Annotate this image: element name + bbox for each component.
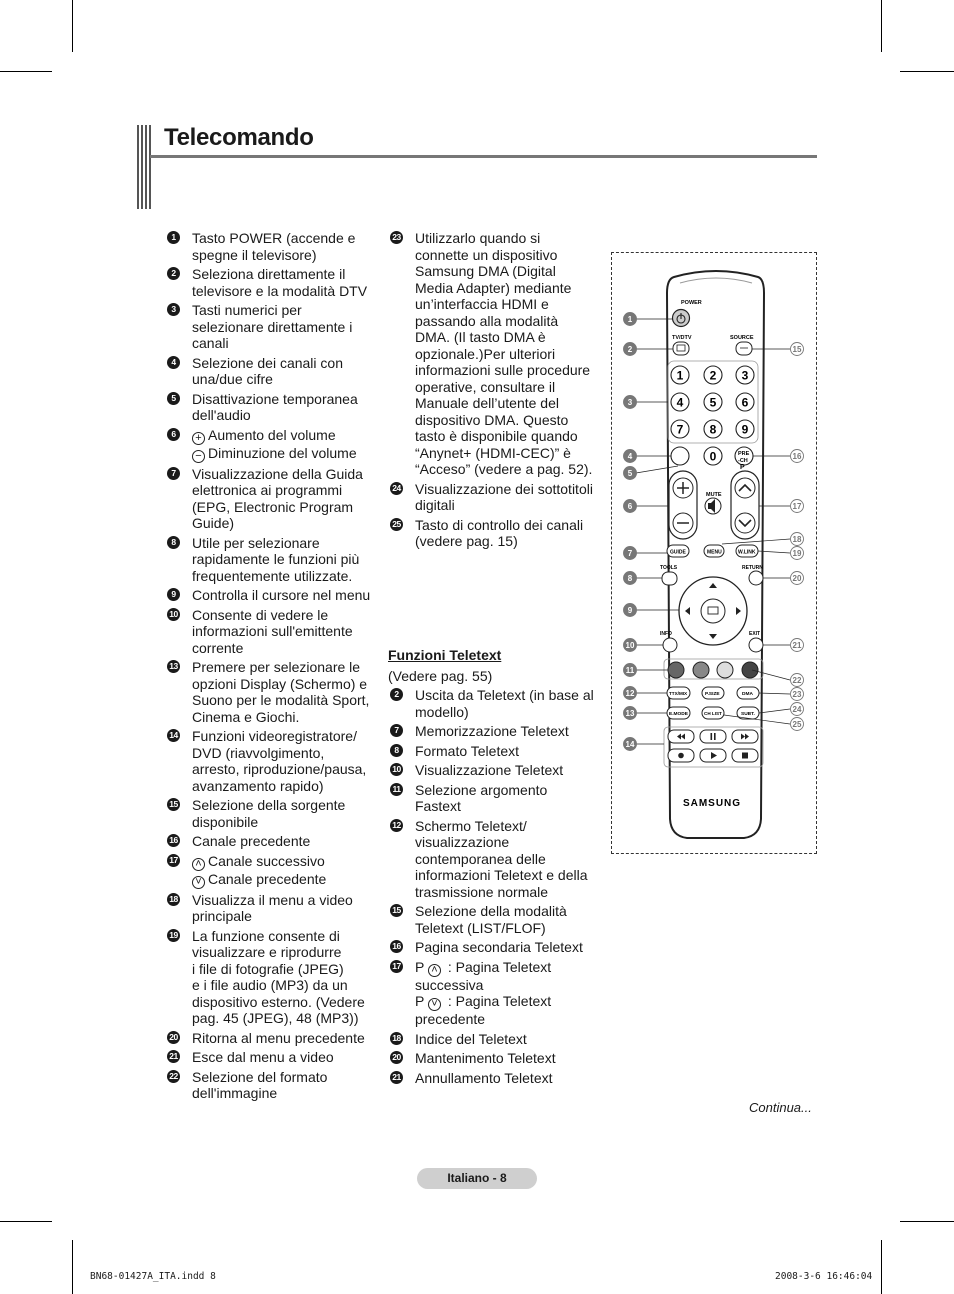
crop-mark: [0, 71, 52, 72]
item-text: (EPG, Electronic Program: [192, 498, 354, 515]
list-item: [165, 535, 380, 585]
info-label: INFO: [660, 631, 672, 637]
item-text: visualizzare e riprodurre: [192, 944, 342, 960]
page-up-icon: ˄: [428, 964, 441, 977]
callout-number: 22: [792, 676, 802, 685]
teletext-section: [388, 647, 608, 1089]
item-text: La funzione consente di: [192, 927, 340, 944]
item-text: Pagina secondaria Teletext: [415, 939, 583, 955]
list-item: [165, 466, 380, 532]
digit-label: 0: [709, 449, 717, 464]
yellow-key: [717, 662, 733, 678]
brand-logo: SAMSUNG: [682, 798, 742, 809]
title-rule: [150, 155, 817, 158]
list-item: [388, 762, 608, 779]
item-text: corrente: [192, 639, 244, 656]
item-text: visualizzazione: [415, 834, 510, 850]
callout-number: 15: [792, 345, 802, 354]
item-text: Selezione del formato: [192, 1068, 328, 1085]
item-text: DMA. (Il tasto DMA è: [415, 329, 546, 345]
list-item: [388, 939, 608, 956]
item-text: Utilizzarlo quando si: [415, 230, 541, 246]
volume-down-icon: −: [192, 450, 205, 463]
source-label: SOURCE: [730, 335, 754, 341]
item-number-badge: 8: [390, 744, 403, 757]
pre-label: PRE: [738, 451, 750, 457]
item-text: Uscita da Teletext (in base al: [415, 687, 594, 703]
item-text: P ˅ : Pagina Teletext: [415, 993, 552, 1010]
item-text: passando alla modalità: [415, 312, 559, 329]
list-item: [165, 1030, 380, 1047]
item-text: trasmissione normale: [415, 883, 549, 900]
p-label: P: [740, 464, 745, 471]
callout-number: 8: [627, 574, 633, 583]
wlink-label: W.LINK: [738, 549, 756, 556]
left-list: [165, 230, 380, 1102]
list-item: [165, 853, 380, 889]
guide-label: GUIDE: [670, 549, 686, 556]
item-number-badge: 24: [390, 482, 403, 495]
mute-label: MUTE: [706, 492, 722, 498]
digit-label: 8: [709, 422, 717, 437]
item-text: Samsung DMA (Digital: [415, 263, 556, 279]
exit-label: EXIT: [749, 631, 761, 637]
item-number-badge: 22: [167, 1070, 180, 1083]
item-text: disponibile: [192, 813, 259, 830]
item-text: connette un dispositivo: [415, 246, 558, 263]
list-item: [165, 1049, 380, 1066]
return-button: [749, 571, 763, 585]
item-text: e i file audio (MP3) da un: [192, 977, 348, 993]
item-text: opzioni Display (Schermo) e: [192, 675, 368, 692]
item-text: Esce dal menu a video: [192, 1049, 334, 1065]
item-number-badge: 3: [167, 303, 180, 316]
title-decoration: [137, 125, 151, 209]
ttx-label: TTX/MIX: [669, 691, 688, 696]
list-item: [388, 687, 608, 720]
item-text: Disattivazione temporanea: [192, 390, 358, 407]
crop-mark: [0, 1221, 52, 1222]
item-number-badge: 16: [167, 834, 180, 847]
item-text: modello): [415, 703, 469, 720]
item-number-badge: 18: [390, 1032, 403, 1045]
item-text: canali: [192, 335, 229, 351]
callout-number: 3: [627, 398, 633, 407]
dma-label: DMA: [742, 692, 753, 697]
item-text: televisore e la modalità DTV: [192, 282, 368, 299]
item-text: contemporanea delle: [415, 850, 546, 867]
info-button: [663, 638, 677, 652]
list-item: [388, 818, 608, 901]
item-number-badge: 15: [390, 904, 403, 917]
callout-number: 13: [625, 709, 635, 718]
list-item: [388, 517, 608, 550]
item-number-badge: 20: [167, 1031, 180, 1044]
power-label: POWER: [681, 300, 702, 306]
item-text: rapidamente le funzioni più: [192, 551, 360, 567]
item-text: spegne il televisore): [192, 246, 317, 263]
channel-up-icon: ˄: [192, 858, 205, 871]
list-item: [165, 587, 380, 604]
list-item: [165, 659, 380, 725]
list-item: [165, 230, 380, 263]
page-title: Telecomando: [164, 124, 314, 151]
list-item: [165, 355, 380, 388]
list-item: [388, 481, 608, 514]
item-number-badge: 7: [167, 467, 180, 480]
callout-number: 19: [792, 549, 802, 558]
item-text: Ritorna al menu precedente: [192, 1029, 365, 1046]
item-text: digitali: [415, 497, 455, 513]
callout-number: 5: [627, 469, 633, 478]
item-text: selezionare direttamente i: [192, 318, 353, 335]
source-button: [736, 342, 752, 355]
item-text: “Acceso” (vedere a pag. 52).: [415, 461, 593, 477]
item-number-badge: 25: [390, 518, 403, 531]
list-item: [388, 230, 608, 478]
digit-label: 2: [709, 368, 717, 383]
dash-button: [671, 447, 689, 465]
item-text: + Aumento del volume: [192, 427, 380, 445]
item-text: i file di fotografie (JPEG): [192, 960, 344, 977]
item-number-badge: 13: [167, 660, 180, 673]
item-text: Visualizzazione Teletext: [415, 762, 564, 778]
callout-number: 10: [625, 641, 635, 650]
item-text: Formato Teletext: [415, 742, 520, 759]
crop-mark: [881, 1240, 882, 1294]
item-number-badge: 4: [167, 356, 180, 369]
list-item: [165, 302, 380, 352]
continua-text: Continua...: [749, 1100, 812, 1115]
item-number-badge: 11: [390, 783, 403, 796]
emode-label: E.MODE: [669, 712, 688, 717]
crop-mark: [881, 0, 882, 52]
item-text: precedente: [415, 1011, 486, 1027]
item-text: frequentemente utilizzate.: [192, 567, 353, 584]
crop-mark: [900, 71, 954, 72]
item-text: ˄ Canale successivo: [192, 853, 380, 871]
page-number-pill: Italiano - 8: [417, 1168, 537, 1189]
list-item: [165, 607, 380, 657]
psize-label: P.SIZE: [705, 692, 720, 697]
digit-label: 4: [676, 395, 684, 410]
crop-mark: [72, 1240, 73, 1294]
item-number-badge: 8: [167, 536, 180, 549]
callout-number: 17: [792, 502, 802, 511]
item-text: Selezione della modalità: [415, 903, 567, 919]
item-number-badge: 10: [390, 763, 403, 776]
item-text: Consente di vedere le: [192, 606, 329, 623]
item-number-badge: 12: [390, 819, 403, 832]
item-number-badge: 9: [167, 588, 180, 601]
item-text: Fastext: [415, 798, 461, 814]
blue-key: [742, 662, 758, 678]
callout-number: 4: [627, 452, 633, 461]
list-item: [388, 723, 608, 740]
item-number-badge: 17: [390, 960, 403, 973]
item-number-badge: 7: [390, 724, 403, 737]
item-number-badge: 2: [390, 688, 403, 701]
subt-label: SUBT.: [741, 712, 755, 717]
ch-label: -CH: [738, 458, 748, 464]
item-text: Funzioni videoregistratore/: [192, 728, 357, 744]
footer-file: BN68-01427A_ITA.indd 8: [90, 1271, 216, 1282]
item-text: Tasto POWER (accende e: [192, 230, 356, 246]
item-text: Memorizzazione Teletext: [415, 723, 569, 739]
item-text: elettronica ai programmi: [192, 482, 343, 498]
item-text: Mantenimento Teletext: [415, 1050, 556, 1066]
item-text: ˅ Canale precedente: [192, 871, 380, 889]
item-text: operative, consultare il: [415, 378, 556, 395]
tvdtv-button: [673, 342, 689, 355]
item-text: informazioni sull'emittente: [192, 623, 353, 639]
item-number-badge: 19: [167, 929, 180, 942]
middle-column: [388, 230, 608, 553]
item-text: avanzamento rapido): [192, 777, 324, 794]
item-text: Manuale dell’utente del: [415, 395, 559, 411]
item-text: Indice del Teletext: [415, 1030, 527, 1047]
item-number-badge: 21: [390, 1071, 403, 1084]
item-text: Visualizza il menu a video: [192, 891, 353, 908]
item-text: Controlla il cursore nel menu: [192, 587, 371, 603]
red-key: [668, 662, 684, 678]
chlist-label: CH LIST: [704, 711, 722, 716]
list-item: [165, 728, 380, 794]
green-key: [693, 662, 709, 678]
remote-figure: [611, 252, 817, 854]
callout-number: 12: [625, 689, 635, 698]
item-text: informazioni Teletext e della: [415, 867, 588, 883]
item-number-badge: 17: [167, 854, 180, 867]
list-item: [165, 391, 380, 424]
digit-label: 3: [741, 368, 749, 383]
list-item: [388, 1070, 608, 1087]
digit-label: 1: [676, 368, 684, 383]
item-text: dell'immagine: [192, 1085, 278, 1101]
item-text: Guide): [192, 515, 235, 531]
list-item: [165, 797, 380, 830]
item-text: Selezione argomento: [415, 781, 548, 798]
tools-button: [662, 572, 677, 585]
item-text: (vedere pag. 15): [415, 533, 518, 549]
item-number-badge: 6: [167, 428, 180, 441]
item-text: informazioni sulle procedure: [415, 362, 591, 378]
item-text: Media Adapter) mediante: [415, 279, 572, 296]
item-number-badge: 23: [390, 231, 403, 244]
tools-label: TOOLS: [660, 565, 678, 571]
callout-number: 21: [792, 641, 802, 650]
callout-number: 6: [627, 502, 633, 511]
item-text: Selezione della sorgente: [192, 797, 346, 813]
callout-number: 24: [792, 705, 802, 714]
item-text: principale: [192, 908, 252, 924]
digit-label: 9: [741, 422, 749, 437]
digit-label: 7: [676, 422, 684, 437]
item-text: dispositivo esterno. (Vedere: [192, 993, 365, 1010]
list-item: [388, 1050, 608, 1067]
item-number-badge: 1: [167, 231, 180, 244]
item-text: Visualizzazione dei sottotitoli: [415, 480, 593, 497]
item-number-badge: 18: [167, 893, 180, 906]
item-number-badge: 10: [167, 608, 180, 621]
item-text: un’interfaccia HDMI e: [415, 296, 549, 312]
teletext-list: [388, 687, 608, 1086]
item-number-badge: 21: [167, 1050, 180, 1063]
callout-number: 1: [627, 315, 633, 324]
item-text: Schermo Teletext/: [415, 817, 527, 834]
item-text: Annullamento Teletext: [415, 1069, 553, 1086]
list-item: [388, 782, 608, 815]
item-text: Canale precedente: [192, 833, 311, 849]
callout-number: 25: [792, 720, 802, 729]
digit-label: 6: [741, 395, 749, 410]
item-text: Seleziona direttamente il: [192, 266, 346, 282]
list-item: [388, 959, 608, 1028]
callout-number: 2: [627, 345, 633, 354]
list-item: [165, 928, 380, 1027]
item-text: dell'audio: [192, 407, 251, 423]
item-text: P ˄ : Pagina Teletext: [415, 958, 552, 976]
item-text: una/due cifre: [192, 371, 273, 387]
exit-button: [749, 638, 763, 652]
item-number-badge: 20: [390, 1051, 403, 1064]
remote-illustration: [612, 253, 818, 855]
item-text: arresto, riproduzione/pausa,: [192, 761, 367, 777]
callout-number: 9: [627, 606, 633, 615]
return-label: RETURN: [742, 565, 763, 571]
callout-number: 7: [627, 549, 633, 558]
callout-number: 16: [792, 452, 802, 461]
item-text: Teletext (LIST/FLOF): [415, 919, 546, 936]
item-text: tasto è disponibile quando: [415, 428, 578, 444]
item-text: Visualizzazione della Guida: [192, 465, 363, 482]
item-number-badge: 15: [167, 798, 180, 811]
callout-number: 18: [792, 535, 802, 544]
item-number-badge: 5: [167, 392, 180, 405]
tvdtv-label: TV/DTV: [672, 335, 692, 341]
callout-number: 20: [792, 574, 802, 583]
item-text: pag. 45 (JPEG), 48 (MP3)): [192, 1010, 359, 1026]
list-item: [165, 427, 380, 463]
page-down-icon: ˅: [428, 998, 441, 1011]
item-text: “Anynet+ (HDMI-CEC)” è: [415, 444, 571, 461]
list-item: [388, 903, 608, 936]
list-item: [388, 743, 608, 760]
item-number-badge: 14: [167, 729, 180, 742]
item-text: Selezione dei canali con: [192, 354, 343, 371]
item-text: Suono per le modalità Sport,: [192, 692, 370, 708]
callout-number: 14: [625, 740, 635, 749]
digit-label: 5: [709, 395, 717, 410]
item-text: Tasti numerici per: [192, 302, 302, 318]
item-text: Utile per selezionare: [192, 534, 320, 551]
item-text: successiva: [415, 976, 484, 993]
item-number-badge: 2: [167, 267, 180, 280]
mid-list: [388, 230, 608, 550]
volume-up-icon: +: [192, 432, 205, 445]
item-number-badge: 16: [390, 940, 403, 953]
menu-label: MENU: [707, 549, 722, 556]
item-text: opzionale.)Per ulteriori: [415, 345, 556, 362]
callout-number: 23: [792, 690, 802, 699]
item-text: DVD (riavvolgimento,: [192, 744, 325, 761]
item-text: Cinema e Giochi.: [192, 708, 300, 725]
crop-mark: [72, 0, 73, 52]
item-text: Premere per selezionare le: [192, 659, 361, 675]
callout-number: 11: [625, 666, 635, 675]
teletext-heading: Funzioni Teletext: [388, 647, 502, 663]
item-text: − Diminuzione del volume: [192, 445, 380, 463]
channel-down-icon: ˅: [192, 876, 205, 889]
list-item: [165, 833, 380, 850]
item-text: dispositivo DMA. Questo: [415, 411, 569, 428]
list-item: [165, 892, 380, 925]
item-text: Tasto di controllo dei canali: [415, 516, 584, 533]
footer-timestamp: 2008-3-6 16:46:04: [775, 1271, 873, 1282]
left-column: [165, 230, 380, 1105]
list-item: [165, 1069, 380, 1102]
list-item: [165, 266, 380, 299]
list-item: [388, 1031, 608, 1048]
teletext-note: (Vedere pag. 55): [388, 667, 493, 684]
crop-mark: [900, 1221, 954, 1222]
